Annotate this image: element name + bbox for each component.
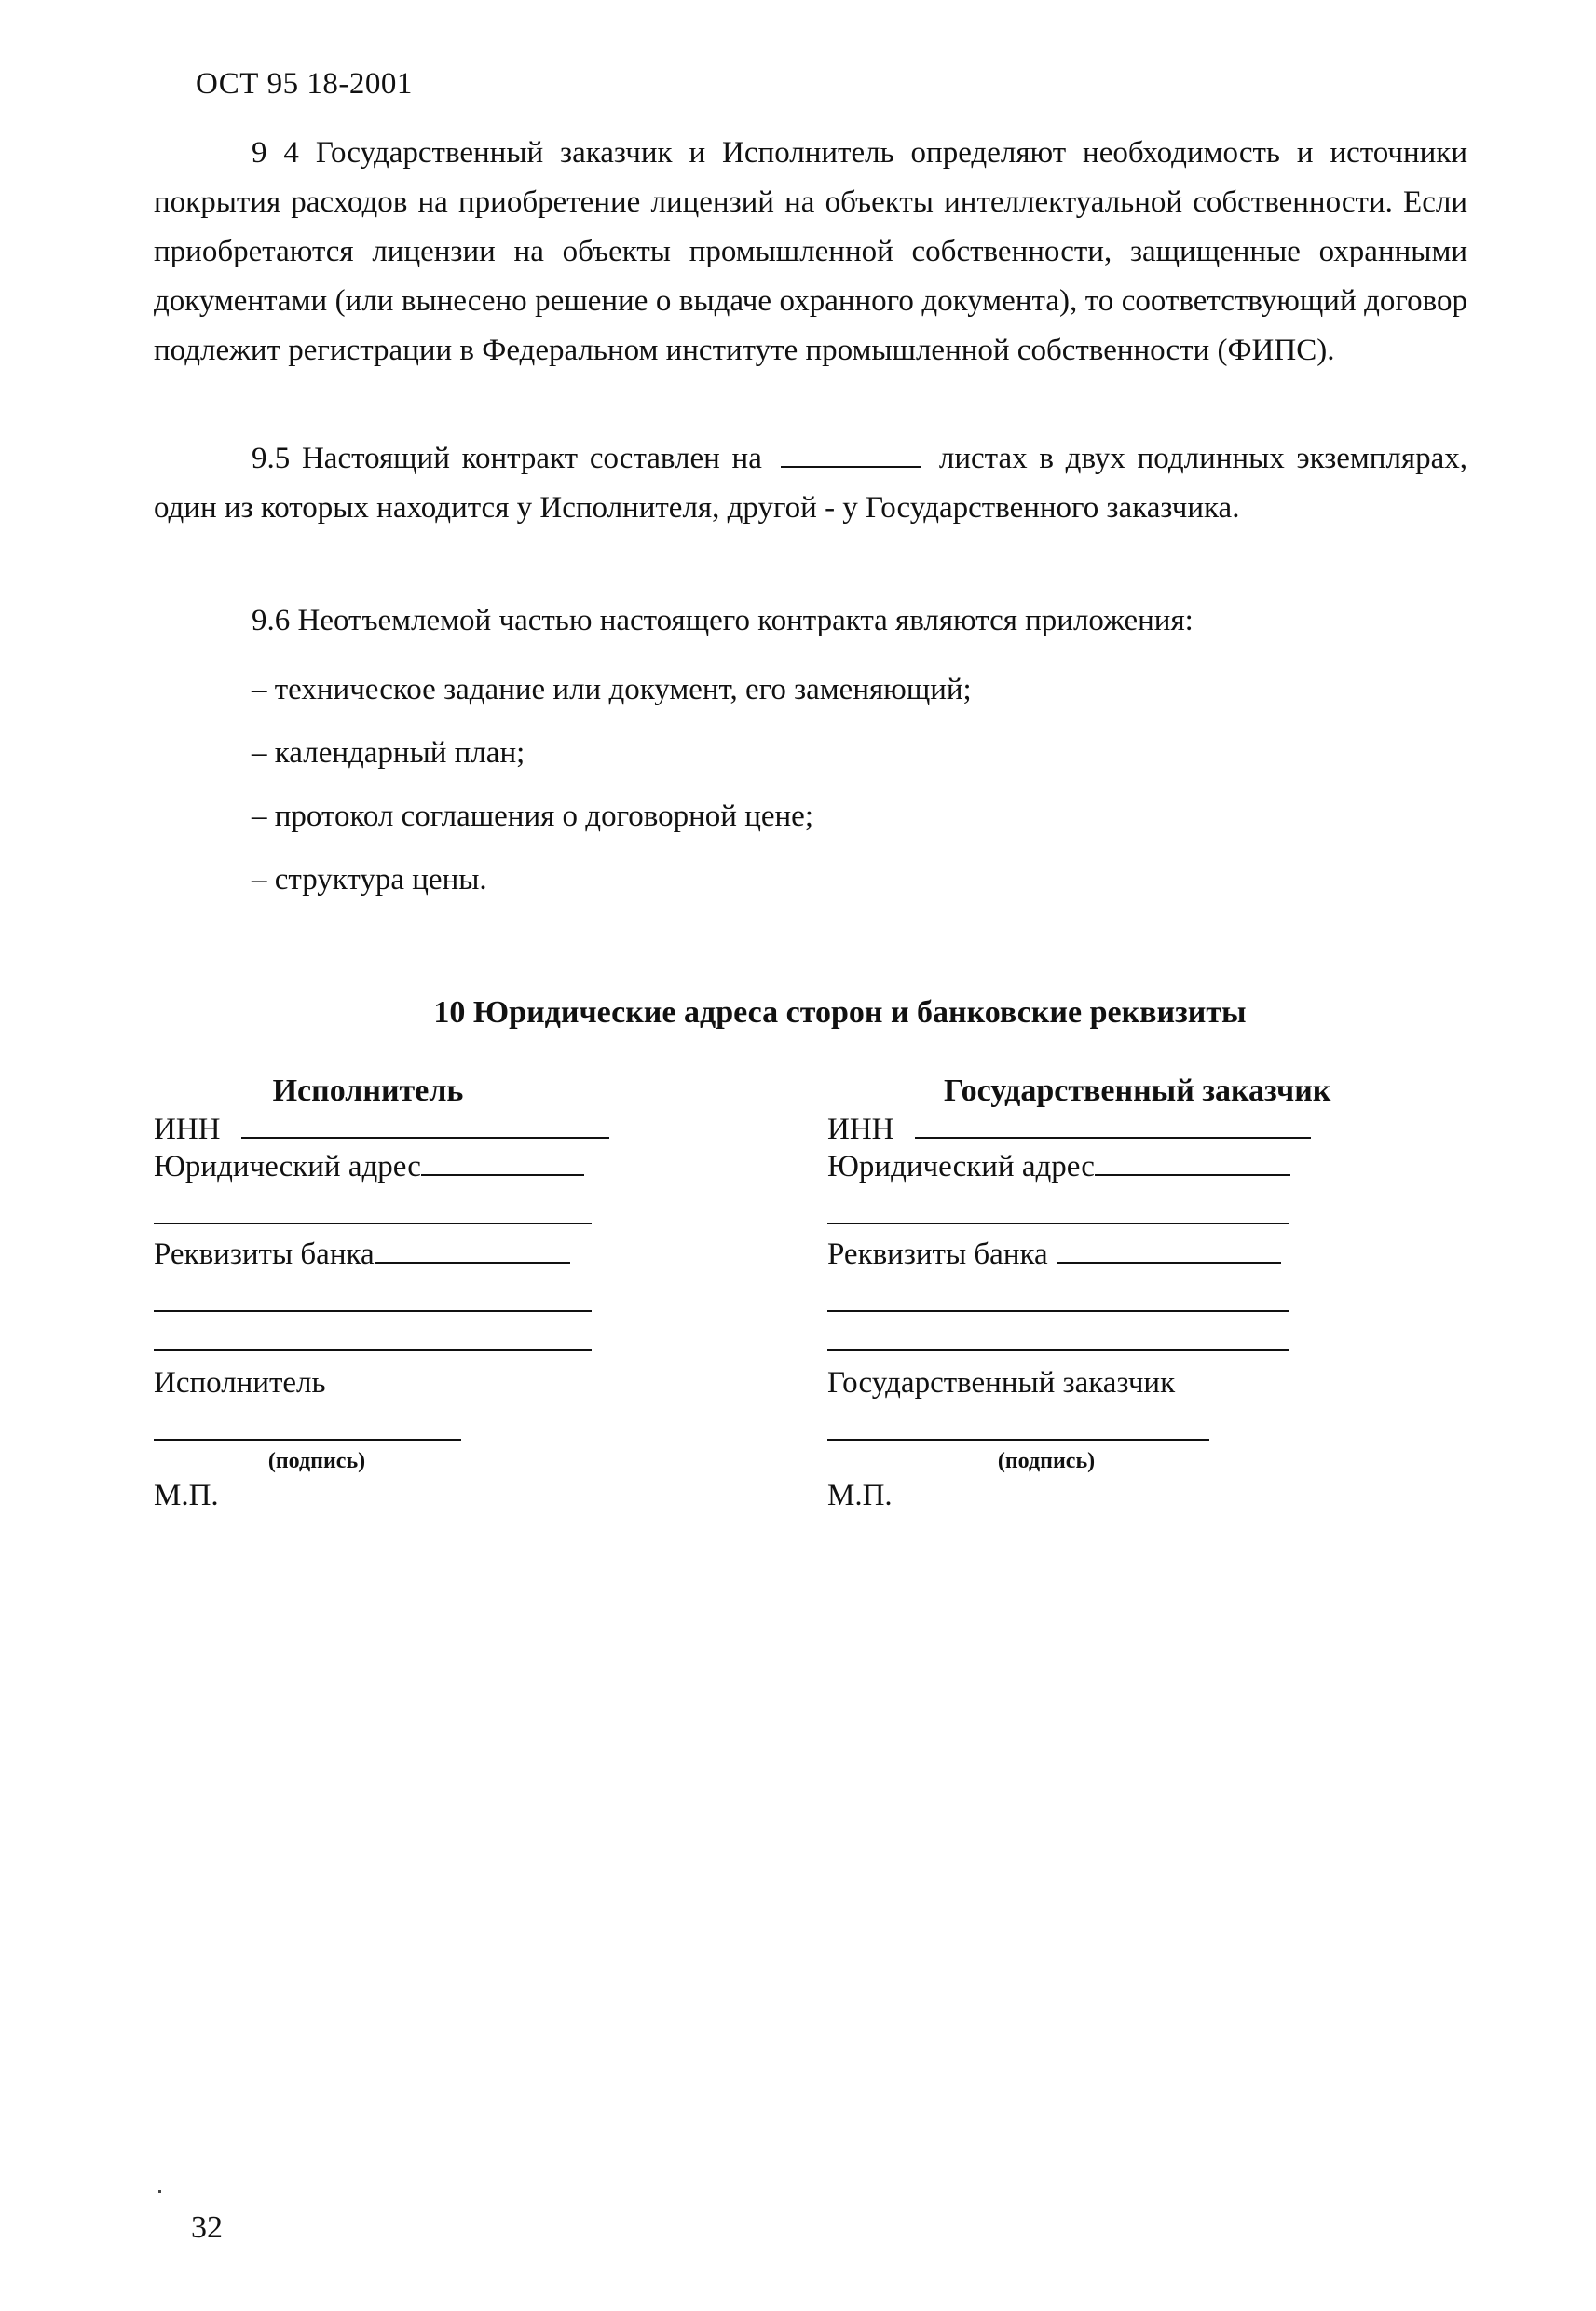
attachments-list bbox=[252, 658, 972, 911]
executor-signature-line[interactable] bbox=[154, 1439, 461, 1441]
paragraph-9-6: 9.6 Неотъемлемой частью настоящего контракта являются приложения: bbox=[252, 604, 1194, 637]
executor-inn-input[interactable] bbox=[241, 1111, 609, 1139]
customer-address-line-2[interactable] bbox=[827, 1223, 1289, 1224]
inn-label: ИНН bbox=[827, 1113, 894, 1146]
customer-inn-field bbox=[827, 1111, 1368, 1148]
customer-address-input[interactable] bbox=[1095, 1148, 1290, 1176]
bank-label: Реквизиты банка bbox=[827, 1238, 1048, 1271]
executor-bank-line-2[interactable] bbox=[154, 1310, 592, 1312]
inn-label: ИНН bbox=[154, 1113, 221, 1146]
customer-stamp-label: М.П. bbox=[827, 1479, 893, 1512]
page-number: 32 bbox=[191, 2210, 223, 2245]
document-code: ОСТ 95 18-2001 bbox=[196, 67, 413, 101]
scan-dot-mark bbox=[158, 2190, 161, 2193]
customer-heading: Государственный заказчик bbox=[944, 1073, 1331, 1108]
list-item: – календарный план; bbox=[252, 736, 525, 770]
customer-signer-label: Государственный заказчик bbox=[827, 1366, 1176, 1400]
executor-address-line-2[interactable] bbox=[154, 1223, 592, 1224]
sheet-count-blank[interactable] bbox=[781, 438, 921, 468]
paragraph-9-5-text-end: листах в двух подлинных экземплярах, один из которых находится у Исполнителя, другой - у Государственного заказчика. bbox=[154, 442, 1467, 525]
executor-signature-note: (подпись) bbox=[267, 1449, 366, 1473]
customer-requisites bbox=[827, 1072, 1368, 1515]
executor-bank-line-3[interactable] bbox=[154, 1349, 592, 1351]
executor-inn-field bbox=[154, 1111, 638, 1148]
executor-requisites bbox=[154, 1072, 638, 1515]
bank-label: Реквизиты банка bbox=[154, 1238, 375, 1271]
customer-bank-input[interactable] bbox=[1057, 1236, 1281, 1264]
customer-signature-line[interactable] bbox=[827, 1439, 1209, 1441]
section-10-title: 10 Юридические адреса сторон и банковские реквизиты bbox=[433, 995, 1247, 1030]
executor-heading: Исполнитель bbox=[272, 1073, 464, 1108]
executor-bank-input[interactable] bbox=[375, 1236, 570, 1264]
address-label: Юридический адрес bbox=[154, 1150, 421, 1183]
executor-stamp-label: М.П. bbox=[154, 1479, 219, 1512]
executor-signer-label: Исполнитель bbox=[154, 1366, 326, 1400]
customer-signature-note: (подпись) bbox=[997, 1449, 1096, 1473]
customer-bank-line-3[interactable] bbox=[827, 1349, 1289, 1351]
list-item: – протокол соглашения о договорной цене; bbox=[252, 800, 813, 833]
paragraph-9-5-text-start: 9.5 Настоящий контракт составлен на bbox=[252, 442, 762, 475]
list-item: – техническое задание или документ, его заменяющий; bbox=[252, 673, 972, 706]
customer-inn-input[interactable] bbox=[915, 1111, 1311, 1139]
executor-bank-field bbox=[154, 1236, 638, 1273]
paragraph-9-5 bbox=[154, 434, 1467, 533]
executor-address-field bbox=[154, 1148, 638, 1185]
paragraph-9-4-text: 9 4 Государственный заказчик и Исполнитель определяют необходимость и источники покрытия расходов на приобретение лицензий на объекты интеллектуальной собственности. Если приобретаются лицензии на объекты промышленной собственности, защищенные охранными документами (или вынесено решение о выдаче охранного документа), то соответствующий договор подлежит регистрации в Федеральном институте промышленной собственности (ФИПС). bbox=[154, 136, 1467, 367]
customer-bank-line-2[interactable] bbox=[827, 1310, 1289, 1312]
address-label: Юридический адрес bbox=[827, 1150, 1095, 1183]
list-item: – структура цены. bbox=[252, 863, 487, 896]
paragraph-9-4 bbox=[154, 129, 1467, 376]
executor-address-input[interactable] bbox=[421, 1148, 584, 1176]
customer-address-field bbox=[827, 1148, 1368, 1185]
customer-bank-field bbox=[827, 1236, 1368, 1273]
